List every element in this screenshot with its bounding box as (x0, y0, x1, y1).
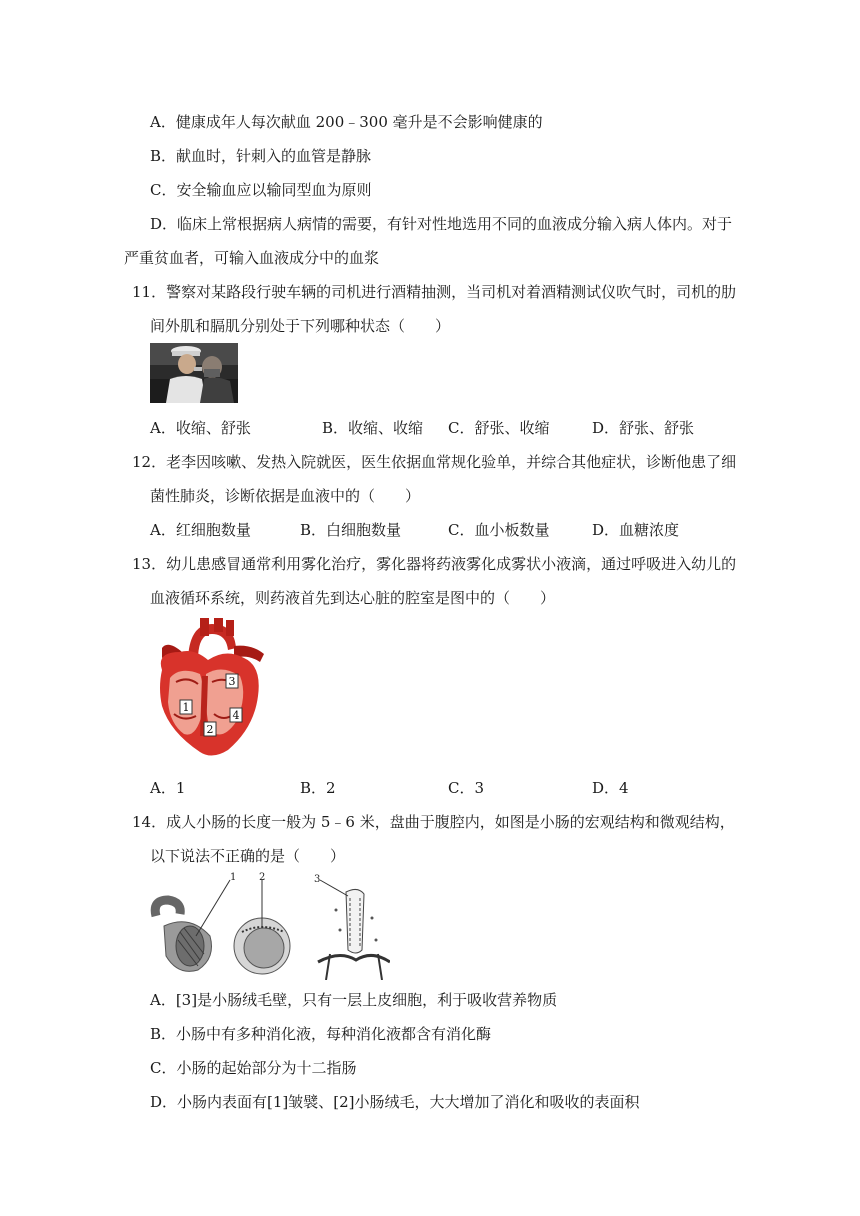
q14-stem-line2: 以下说法不正确的是（ ） (150, 847, 346, 865)
q13-stem-line2: 血液循环系统，则药液首先到达心脏的腔室是图中的（ ） (150, 589, 556, 607)
q14-option-a: A．[3]是小肠绒毛壁，只有一层上皮细胞，利于吸收营养物质 (150, 991, 558, 1009)
small-intestine-diagram (150, 870, 390, 980)
q11-option-c: C．舒张、收缩 (448, 419, 550, 437)
heart-label-2: 2 (206, 723, 214, 736)
q13-option-a: A．1 (150, 779, 186, 797)
q11-stem-line1: 11．警察对某路段行驶车辆的司机进行酒精抽测，当司机对着酒精测试仪吹气时，司机的肋 (132, 283, 737, 301)
q12-option-c: C．血小板数量 (448, 521, 550, 539)
q14-option-c: C．小肠的起始部分为十二指肠 (150, 1059, 357, 1077)
q10-option-d-line1: D．临床上常根据病人病情的需要，有针对性地选用不同的血液成分输入病人体内。对于 (150, 215, 733, 233)
q10-option-b: B．献血时，针刺入的血管是静脉 (150, 147, 372, 165)
q11-option-a: A．收缩、舒张 (150, 419, 251, 437)
police-breath-test-photo (150, 343, 238, 403)
q13-option-b: B．2 (300, 779, 336, 797)
intestine-label-1: 1 (230, 872, 237, 883)
q11-option-d: D．舒张、舒张 (592, 419, 695, 437)
intestine-label-3: 3 (314, 874, 321, 885)
q12-option-b: B．白细胞数量 (300, 521, 402, 539)
q10-option-d-line2: 严重贫血者，可输入血液成分中的血浆 (124, 249, 380, 267)
q11-stem-line2: 间外肌和膈肌分别处于下列哪种状态（ ） (150, 317, 451, 335)
q14-option-b: B．小肠中有多种消化液，每种消化液都含有消化酶 (150, 1025, 492, 1043)
q12-stem-line2: 菌性肺炎，诊断依据是血液中的（ ） (150, 487, 421, 505)
q12-option-d: D．血糖浓度 (592, 521, 680, 539)
q10-option-a: A．健康成年人每次献血 200﹣300 毫升是不会影响健康的 (150, 113, 543, 131)
q12-option-a: A．红细胞数量 (150, 521, 251, 539)
q13-option-c: C．3 (448, 779, 485, 797)
heart-label-1: 1 (182, 701, 190, 714)
intestine-label-2: 2 (259, 872, 266, 883)
q13-option-d: D．4 (592, 779, 629, 797)
q13-stem-line1: 13．幼儿患感冒通常利用雾化治疗，雾化器将药液雾化成雾状小液滴，通过呼吸进入幼儿的 (132, 555, 737, 573)
q10-option-c: C．安全输血应以输同型血为原则 (150, 181, 372, 199)
heart-label-4: 4 (232, 709, 240, 722)
q14-option-d: D．小肠内表面有[1]皱襞、[2]小肠绒毛，大大增加了消化和吸收的表面积 (150, 1093, 640, 1111)
q14-stem-line1: 14．成人小肠的长度一般为 5﹣6 米，盘曲于腹腔内，如图是小肠的宏观结构和微观结构， (132, 813, 735, 831)
heart-label-3: 3 (228, 675, 236, 688)
q11-option-b: B．收缩、收缩 (322, 419, 424, 437)
heart-diagram (148, 618, 268, 760)
q12-stem-line1: 12．老李因咳嗽、发热入院就医，医生依据血常规化验单，并综合其他症状，诊断他患了细 (132, 453, 737, 471)
